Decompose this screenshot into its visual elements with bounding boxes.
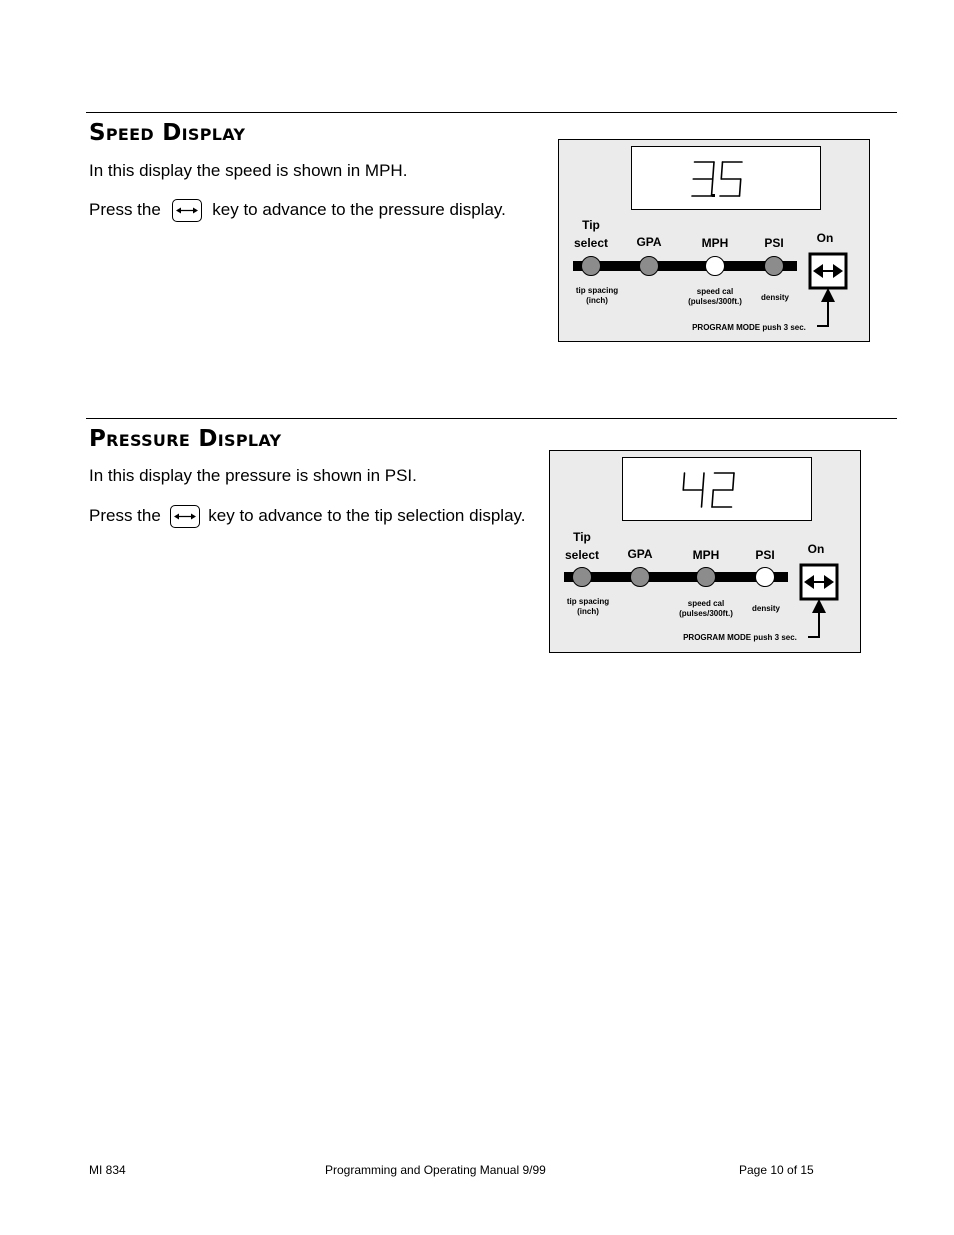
label-density: density	[751, 604, 780, 613]
indicator-mph	[706, 257, 725, 276]
section-divider	[86, 418, 897, 419]
label-mph: MPH	[701, 236, 729, 250]
on-key-button	[810, 254, 846, 288]
speed-display-panel	[558, 139, 870, 342]
advance-key-icon	[172, 199, 202, 222]
instruction-prefix: Press the	[89, 506, 161, 525]
indicator-track	[573, 261, 797, 271]
section-divider	[86, 112, 897, 113]
on-key-button	[801, 565, 837, 599]
label-program-mode: PROGRAM MODE push 3 sec.	[683, 633, 797, 642]
label-tip-select: Tip select	[564, 530, 600, 562]
footer-document-id: MI 834	[89, 1163, 126, 1177]
label-program-mode: PROGRAM MODE push 3 sec.	[692, 323, 806, 332]
label-on: On	[807, 542, 825, 556]
footer-page-number: Page 10 of 15	[739, 1163, 814, 1177]
section-title: Pressure Display	[89, 426, 282, 452]
label-speed-cal: speed cal (pulses/300ft.)	[679, 599, 733, 618]
pressure-display-panel	[549, 450, 861, 653]
section-description: In this display the pressure is shown in PSI.	[89, 466, 417, 485]
indicator-track	[564, 572, 788, 582]
advance-key-icon	[170, 505, 200, 528]
label-tip-select: Tip select	[573, 218, 609, 250]
footer-manual-title: Programming and Operating Manual 9/99	[325, 1163, 546, 1177]
indicator-gpa	[631, 568, 650, 587]
label-tip-spacing: tip spacing (inch)	[566, 597, 610, 616]
indicator-tip-select	[573, 568, 592, 587]
section-description: In this display the speed is shown in MPH.	[89, 161, 408, 180]
indicator-gpa	[640, 257, 659, 276]
section-title: Speed Display	[89, 120, 246, 146]
label-density: density	[760, 293, 789, 302]
indicator-psi	[756, 568, 775, 587]
program-mode-arrow	[808, 599, 826, 637]
label-psi: PSI	[755, 548, 775, 562]
indicator-psi	[765, 257, 784, 276]
indicator-mph	[697, 568, 716, 587]
instruction-suffix: key to advance to the tip selection display.	[208, 506, 526, 525]
label-gpa: GPA	[627, 547, 653, 561]
program-mode-arrow	[817, 288, 835, 326]
instruction-text	[89, 505, 529, 528]
instruction-prefix: Press the	[89, 200, 161, 219]
instruction-text	[89, 199, 559, 222]
label-speed-cal: speed cal (pulses/300ft.)	[688, 287, 742, 306]
label-tip-spacing: tip spacing (inch)	[575, 286, 619, 305]
indicator-tip-select	[582, 257, 601, 276]
label-gpa: GPA	[636, 235, 662, 249]
label-on: On	[816, 231, 834, 245]
label-mph: MPH	[692, 548, 720, 562]
label-psi: PSI	[764, 236, 784, 250]
instruction-suffix: key to advance to the pressure display.	[212, 200, 506, 219]
